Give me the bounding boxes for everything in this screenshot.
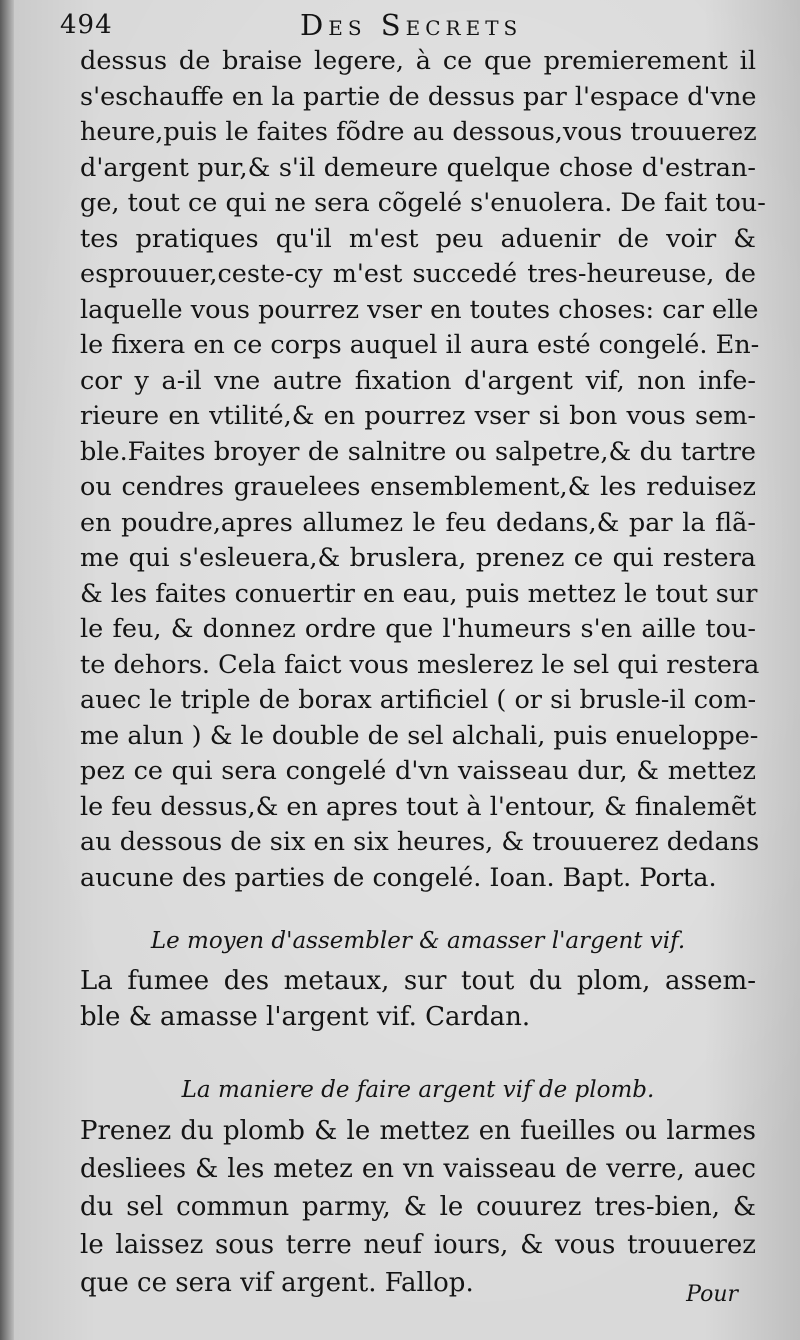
paragraph-fumee	[80, 964, 756, 1035]
text-line: pez ce qui sera congelé d'vn vaisseau dur, & mettez	[80, 756, 756, 786]
text-line: que ce sera vif argent. Fallop.	[80, 1268, 474, 1298]
text-line: & les faites conuertir en eau, puis mettez le tout sur	[80, 578, 758, 609]
text-line: heure,puis le faites fõdre au dessous,vous trouuerez	[80, 117, 757, 147]
text-line: rieure en vtilité,& en pourrez vser si bon vous sem-	[80, 401, 756, 431]
text-line: d'argent pur,& s'il demeure quelque chose d'estran-	[80, 152, 756, 183]
text-line: La fumee des metaux, sur tout du plom, assem-	[80, 966, 756, 996]
text-line: me qui s'esleuera,& bruslera, prenez ce qui restera	[80, 543, 756, 573]
text-line: te dehors. Cela faict vous meslerez le sel qui restera	[80, 649, 760, 680]
paragraph-plomb	[80, 1112, 756, 1302]
text-line: ble.Faites broyer de salnitre ou salpetre,& du tartre	[80, 436, 756, 467]
text-line: Prenez du plomb & le mettez en fueilles ou larmes	[80, 1116, 756, 1146]
text-line: le laissez sous terre neuf iours, & vous trouuerez	[80, 1230, 756, 1260]
section-heading-assembler: Le moyen d'assembler & amasser l'argent vif.	[150, 928, 686, 954]
page-gutter-edge	[0, 0, 14, 1340]
text-line: me alun ) & le double de sel alchali, puis enueloppe-	[80, 720, 759, 751]
text-line: le fixera en ce corps auquel il aura esté congelé. En-	[80, 330, 760, 360]
text-line: esprouuer,ceste-cy m'est succedé tres-heureuse, de	[80, 259, 756, 289]
text-line: tes pratiques qu'il m'est peu aduenir de voir &	[80, 223, 756, 254]
text-line: s'eschauffe en la partie de dessus par l'espace d'vne	[80, 81, 757, 112]
text-line: le feu dessus,& en apres tout à l'entour, & finalemẽt	[80, 791, 757, 822]
text-line: le feu, & donnez ordre que l'humeurs s'en aille tou-	[80, 614, 756, 644]
text-line: du sel commun parmy, & le couurez tres-bien, &	[80, 1192, 756, 1222]
section-heading-argent-vif-plomb: La maniere de faire argent vif de plomb.	[181, 1077, 655, 1103]
text-line: dessus de braise legere, à ce que premierement il	[80, 46, 756, 76]
text-line: en poudre,apres allumez le feu dedans,& par la flã-	[80, 507, 756, 538]
text-line: au dessous de six en six heures, & trouuerez dedans	[80, 827, 760, 857]
text-line: ou cendres grauelees ensemblement,& les reduisez	[80, 472, 756, 502]
text-line: ge, tout ce qui ne sera cõgelé s'enuolera. De fait tou-	[80, 188, 766, 218]
running-head: Des Secrets	[300, 8, 523, 42]
page-header	[60, 6, 760, 46]
text-line: desliees & les metez en vn vaisseau de verre, auec	[80, 1154, 756, 1184]
text-line: cor y a-il vne autre fixation d'argent vif, non infe-	[80, 365, 756, 396]
text-line: ble & amasse l'argent vif. Cardan.	[80, 1001, 531, 1032]
text-line: aucune des parties de congelé. Ioan. Bapt. Porta.	[80, 862, 717, 893]
text-line: auec le triple de borax artificiel ( or si brusle-il com-	[80, 685, 757, 715]
paragraph-fixation	[80, 44, 766, 896]
page-number: 494	[60, 10, 113, 40]
catchword: Pour	[686, 1282, 738, 1307]
text-line: laquelle vous pourrez vser en toutes choses: car elle	[80, 294, 759, 325]
